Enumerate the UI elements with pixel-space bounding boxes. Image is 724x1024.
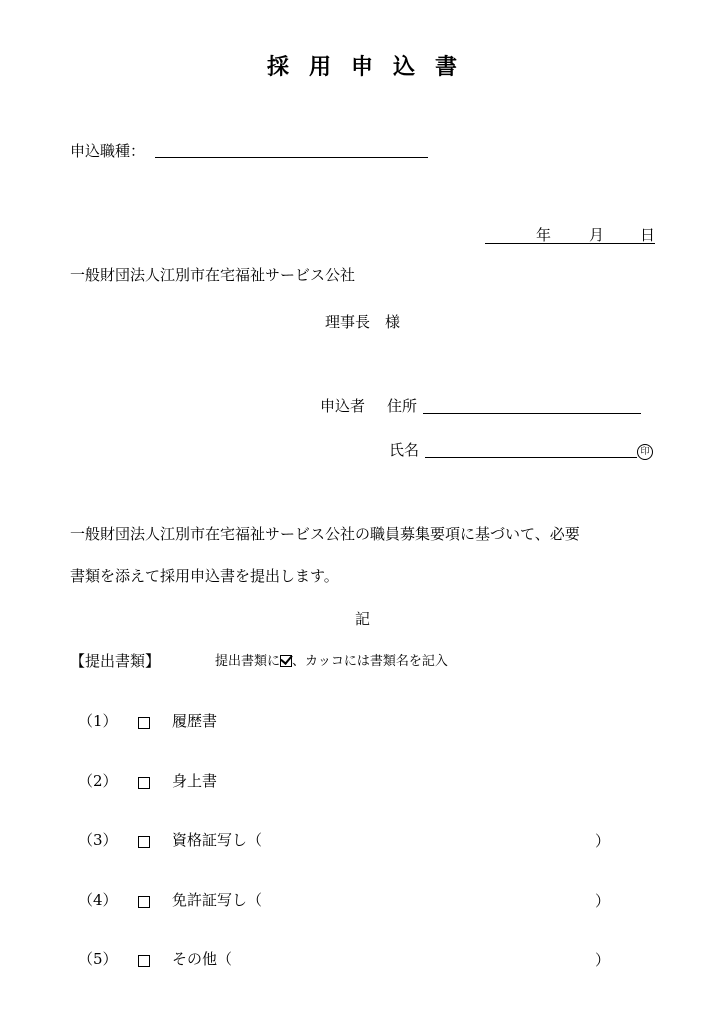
item-2-number: （2）	[78, 772, 118, 790]
checked-box-icon	[280, 655, 292, 667]
applicant-label: 申込者	[320, 397, 366, 415]
item-1-checkbox[interactable]	[138, 713, 150, 732]
item-3-label: 資格証写し（	[172, 831, 263, 849]
item-5-checkbox[interactable]	[138, 951, 150, 970]
ki-heading: 記	[355, 610, 371, 628]
documents-note-prefix: 提出書類に	[215, 654, 281, 669]
checkbox-icon	[138, 777, 150, 789]
item-5-name-input[interactable]	[237, 949, 591, 969]
seal-icon: 印	[637, 444, 653, 460]
seal-mark	[637, 441, 653, 460]
documents-note	[215, 653, 448, 671]
body-line-2: 書類を添えて採用申込書を提出します。	[70, 567, 339, 585]
item-2-label: 身上書	[172, 772, 218, 790]
item-3-name-input[interactable]	[261, 830, 591, 850]
recipient-person: 理事長 様	[325, 313, 401, 331]
item-3-close-paren: ）	[595, 832, 611, 850]
checkbox-icon	[138, 896, 150, 908]
item-3-checkbox[interactable]	[138, 832, 150, 851]
date-day: 日	[640, 226, 656, 244]
body-line-1: 一般財団法人江別市在宅福祉サービス公社の職員募集要項に基づいて、必要	[70, 525, 580, 543]
checkbox-icon	[138, 836, 150, 848]
checkbox-icon	[138, 955, 150, 967]
job-type-label: 申込職種：	[70, 142, 146, 160]
documents-note-suffix: 、カッコには書類名を記入	[292, 654, 448, 669]
job-type-field[interactable]	[155, 157, 428, 158]
item-5-close-paren: ）	[595, 951, 611, 969]
date-year: 年	[536, 226, 552, 244]
item-1-label: 履歴書	[172, 712, 218, 730]
item-4-label: 免許証写し（	[172, 891, 263, 909]
date-field[interactable]	[485, 243, 655, 244]
item-4-close-paren: ）	[595, 892, 611, 910]
documents-heading: 【提出書類】	[70, 652, 161, 670]
item-4-name-input[interactable]	[261, 890, 591, 910]
item-5-label: その他（	[172, 950, 233, 968]
item-2-checkbox[interactable]	[138, 773, 150, 792]
checkbox-icon	[138, 717, 150, 729]
recipient-org: 一般財団法人江別市在宅福祉サービス公社	[70, 266, 356, 284]
item-4-number: （4）	[78, 891, 118, 909]
item-1-number: （1）	[78, 712, 118, 730]
date-month: 月	[589, 226, 605, 244]
item-3-number: （3）	[78, 831, 118, 849]
item-4-checkbox[interactable]	[138, 892, 150, 911]
address-field[interactable]	[423, 413, 641, 414]
page-title: 採用申込書	[266, 54, 477, 80]
item-5-number: （5）	[78, 950, 118, 968]
address-label: 住所	[387, 397, 418, 415]
name-label: 氏名	[389, 441, 420, 459]
name-field[interactable]	[425, 457, 637, 458]
